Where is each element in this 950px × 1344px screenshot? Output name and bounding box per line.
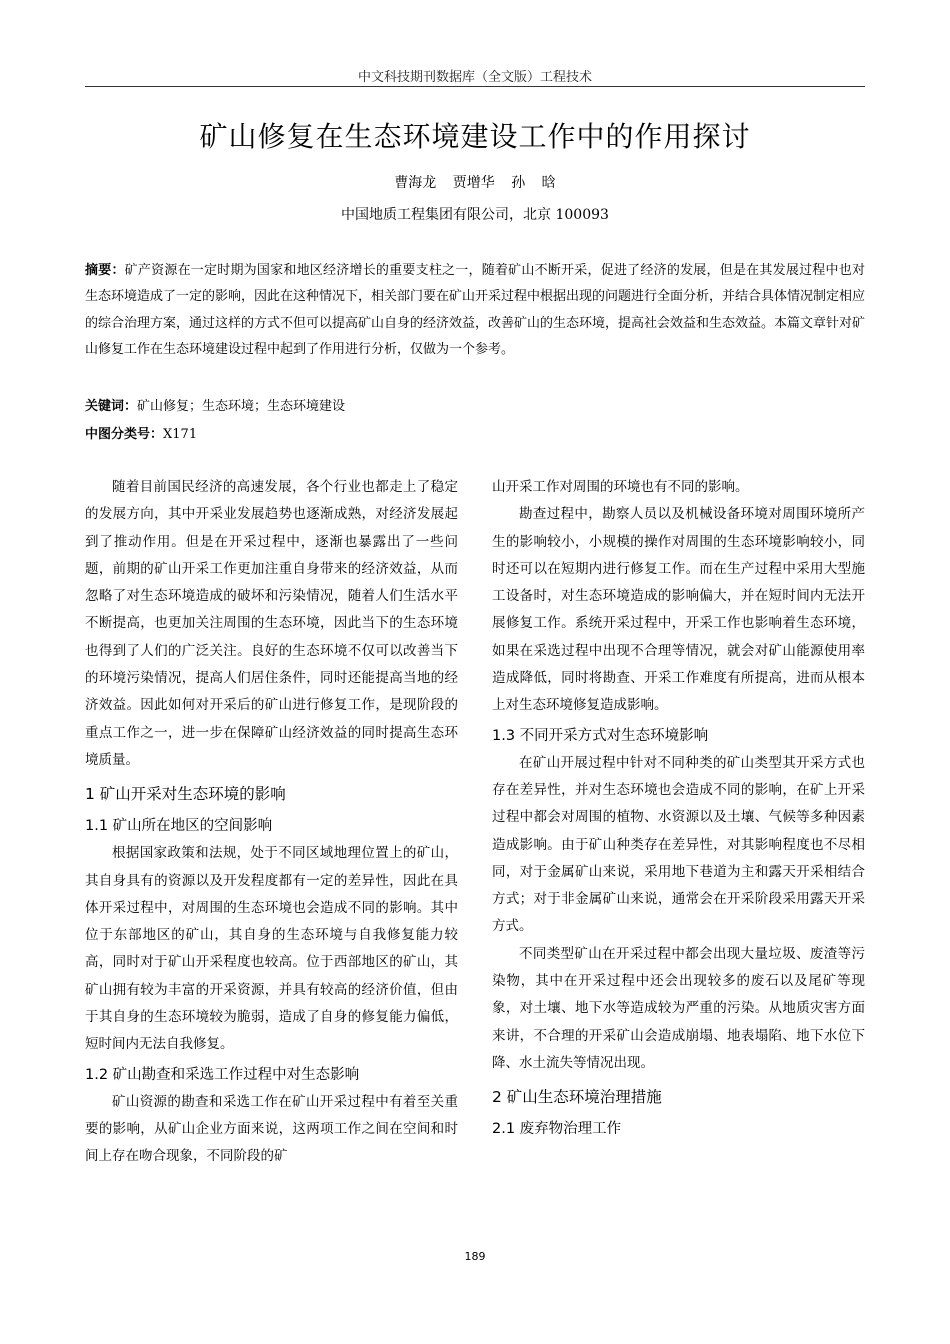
section-1-heading: 1 矿山开采对生态环境的影响: [85, 785, 286, 804]
section-1-3-paragraph-1: 在矿山开展过程中针对不同种类的矿山类型其开采方式也存在差异性，并对生态环境也会造成不同的影响，在矿上开采过程中都会对周围的植物、水资源以及土壤、气候等多种因素造成影响。由于矿山种类存在差异性，对其影响程度也不尽相同，对于金属矿山来说，采用地下巷道为主和露天开采相结合方式；对于非金属矿山来说，通常会在开采阶段采用露天开采方式。: [492, 754, 865, 935]
section-1-2-heading: 1.2 矿山勘查和采选工作过程中对生态影响: [85, 1066, 360, 1083]
section-1-1-paragraph: 根据国家政策和法规，处于不同区域地理位置上的矿山，其自身具有的资源以及开发程度都有一定的差异性，因此在具体开采过程中，对周围的生态环境也会造成不同的影响。其中位于东部地区的矿山，其自身的生态环境与自我修复能力较高，同时对于矿山开采程度也较高。位于西部地区的矿山，其矿山拥有较为丰富的开采资源，并具有较高的经济价值，但由于其自身的生态环境较为脆弱，造成了自身的修复能力偏低，短时间内无法自我修复。: [85, 845, 458, 1053]
journal-header: 中文科技期刊数据库（全文版）工程技术: [357, 70, 592, 85]
section-1-3-paragraph-2: 不同类型矿山在开采过程中都会出现大量垃圾、废渣等污染物，其中在开采过程中还会出现较多的废石以及尾矿等现象，对土壤、地下水等造成较为严重的污染。从地质灾害方面来讲，不合理的开采矿山会造成崩塌、地表塌陷、地下水位下降、水土流失等情况出现。: [492, 945, 865, 1071]
page-number: 189: [464, 1250, 486, 1263]
continued-paragraph: 山开采工作对周围的环境也有不同的影响。: [492, 479, 749, 495]
section-1-1-heading: 1.1 矿山所在地区的空间影响: [85, 818, 273, 835]
section-1-2-paragraph: 矿山资源的勘查和采选工作在矿山开采过程中有着至关重要的影响，从矿山企业方面来说，这两项工作之间在空间和时间上存在吻合现象，不同阶段的矿: [85, 1093, 458, 1165]
header-rule: [85, 86, 865, 87]
article-affiliation: 中国地质工程集团有限公司，北京 100093: [341, 207, 609, 223]
keywords-line: [85, 395, 865, 414]
article-title: 矿山修复在生态环境建设工作中的作用探讨: [199, 120, 751, 153]
section-2-heading: 2 矿山生态环境治理措施: [492, 1088, 662, 1107]
keywords-text: 矿山修复；生态环境；生态环境建设: [137, 399, 346, 414]
clc-text: X171: [163, 427, 198, 442]
clc-label: 中图分类号：: [85, 427, 164, 442]
abstract-block: [85, 258, 865, 363]
keywords-label: 关键词：: [85, 399, 138, 414]
clc-line: [85, 423, 865, 442]
right-column: [492, 474, 865, 1143]
article-authors: 曹海龙 贾增华 孙 晗: [394, 175, 556, 191]
exploration-paragraph: 勘查过程中，勘察人员以及机械设备环境对周围环境所产生的影响较小，小规模的操作对周围的生态环境影响较小，同时还可以在短期内进行修复工作。而在生产过程中采用大型施工设备时，对生态环境造成的影响偏大，并在短时间内无法开展修复工作。系统开采过程中，开采工作也影响着生态环境，如果在采选过程中出现不合理等情况，就会对矿山能源使用率造成降低，同时将勘查、开采工作难度有所提高，进而从根本上对生态环境修复造成影响。: [492, 506, 865, 714]
abstract-text: 矿产资源在一定时期为国家和地区经济增长的重要支柱之一，随着矿山不断开采，促进了经济的发展，但是在其发展过程中也对生态环境造成了一定的影响，因此在这种情况下，相关部门要在矿山开采过程中根据出现的问题进行全面分析，并结合具体情况制定相应的综合治理方案，通过这样的方式不但可以提高矿山自身的经济效益，改善矿山的生态环境，提高社会效益和生态效益。本篇文章针对矿山修复工作在生态环境建设过程中起到了作用进行分析，仅做为一个参考。: [85, 263, 866, 357]
left-column: [85, 474, 458, 1171]
intro-paragraph: 随着目前国民经济的高速发展，各个行业也都走上了稳定的发展方向，其中开采业发展趋势也逐渐成熟，对经济发展起到了推动作用。但是在开采过程中，逐渐也暴露出了一些问题，前期的矿山开采工作更加注重自身带来的经济效益，从而忽略了对生态环境造成的破坏和污染情况，随着人们生活水平不断提高，也更加关注周围的生态环境，因此当下的生态环境也得到了人们的广泛关注。良好的生态环境不仅可以改善当下的环境污染情况，提高人们居住条件，同时还能提高当地的经济效益。因此如何对开采后的矿山进行修复工作，是现阶段的重点工作之一，进一步在保障矿山经济效益的同时提高生态环境质量。: [85, 479, 458, 768]
section-2-1-heading: 2.1 废弃物治理工作: [492, 1121, 622, 1138]
section-1-3-heading: 1.3 不同开采方式对生态环境影响: [492, 727, 709, 744]
abstract-label: 摘要：: [85, 263, 125, 278]
